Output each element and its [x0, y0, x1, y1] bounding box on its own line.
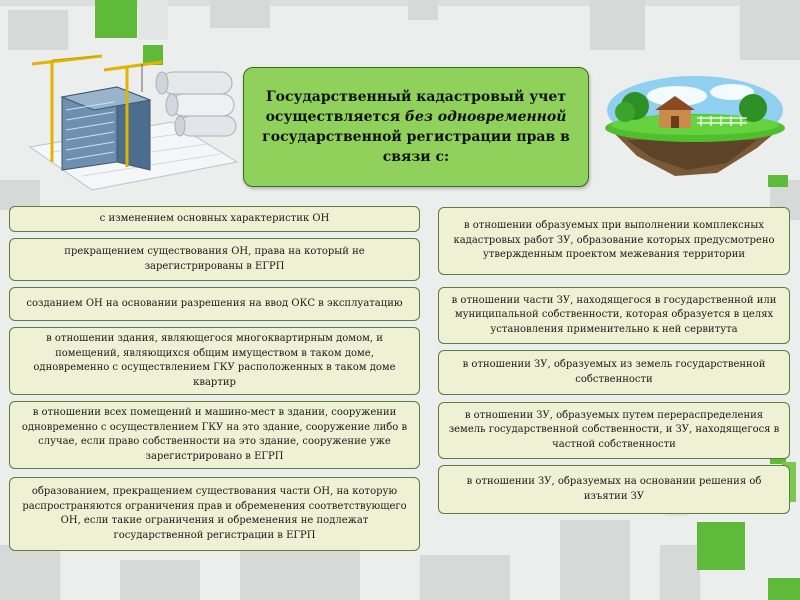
list-item-text: в отношении ЗУ, образуемых на основании решения об изъятии ЗУ	[466, 476, 762, 502]
bg-square	[210, 0, 270, 28]
list-item-text: прекращением существования ОН, права на который не зарегистрированы в ЕГРП	[64, 246, 365, 272]
green-square	[95, 0, 137, 38]
page-title	[243, 67, 589, 187]
bg-square	[408, 0, 438, 20]
list-item	[9, 287, 420, 321]
list-item-text: в отношении ЗУ, образуемых путем перераспределения земель государственной собственности, и ЗУ, находящегося в частной собственности	[448, 409, 780, 450]
list-item	[438, 465, 790, 514]
bg-square	[138, 0, 168, 40]
list-item	[9, 206, 420, 232]
bg-square	[590, 0, 645, 50]
floating-island-house-illustration	[597, 68, 787, 180]
list-item-text: образованием, прекращением существования части ОН, на которую распространяются ограничения прав и обременения соответствующего ОН, если такие ограничения и обременения не подлежат государственной регистрации в ЕГРП	[22, 486, 407, 541]
list-item-text: в отношении ЗУ, образуемых из земель государственной собственности	[462, 359, 766, 385]
list-item	[438, 402, 790, 459]
title-emphasis: без одновременной	[404, 109, 567, 125]
list-item-text: с изменением основных характеристик ОН	[99, 212, 330, 224]
green-square	[697, 522, 745, 570]
title-part: Государственный кадастровый учет осуществляется	[265, 89, 567, 125]
list-item	[9, 477, 420, 551]
construction-site-illustration	[22, 52, 244, 192]
list-item-text: в отношении образуемых при выполнении комплексных кадастровых работ ЗУ, образование которых предусмотрено утвержденным проектом межевания территории	[453, 220, 775, 261]
bg-square	[660, 545, 700, 600]
bg-square	[120, 560, 200, 600]
list-item	[9, 238, 420, 281]
bg-square	[8, 10, 68, 50]
bg-square	[420, 555, 510, 600]
title-part: государственной регистрации прав в связи с:	[262, 129, 570, 165]
list-item-text: созданием ОН на основании разрешения на ввод ОКС в эксплуатацию	[26, 297, 403, 309]
list-item-text: в отношении всех помещений и машино-мест в здании, сооружении одновременно с осуществлением ГКУ на это здание, сооружение либо в случае, если право собственности на это здание, сооружение уже зарегистрировано в ЕГРП	[21, 407, 408, 462]
list-item-text: в отношении здания, являющегося многоквартирным домом, и помещений, являющихся общим имуществом в таком доме, одновременно с осуществлением ГКУ расположенных в таком доме квартир	[33, 333, 396, 388]
bg-square	[740, 0, 800, 60]
list-item	[438, 287, 790, 344]
list-item	[9, 401, 420, 469]
list-item	[438, 350, 790, 395]
list-item	[9, 327, 420, 395]
list-item-text: в отношении части ЗУ, находящегося в государственной или муниципальной собственности, которая образуется в целях установления применительно к ней сервитута	[451, 294, 777, 335]
list-item	[438, 207, 790, 275]
green-square	[768, 578, 800, 600]
bg-square	[0, 545, 60, 600]
bg-square	[560, 520, 630, 600]
